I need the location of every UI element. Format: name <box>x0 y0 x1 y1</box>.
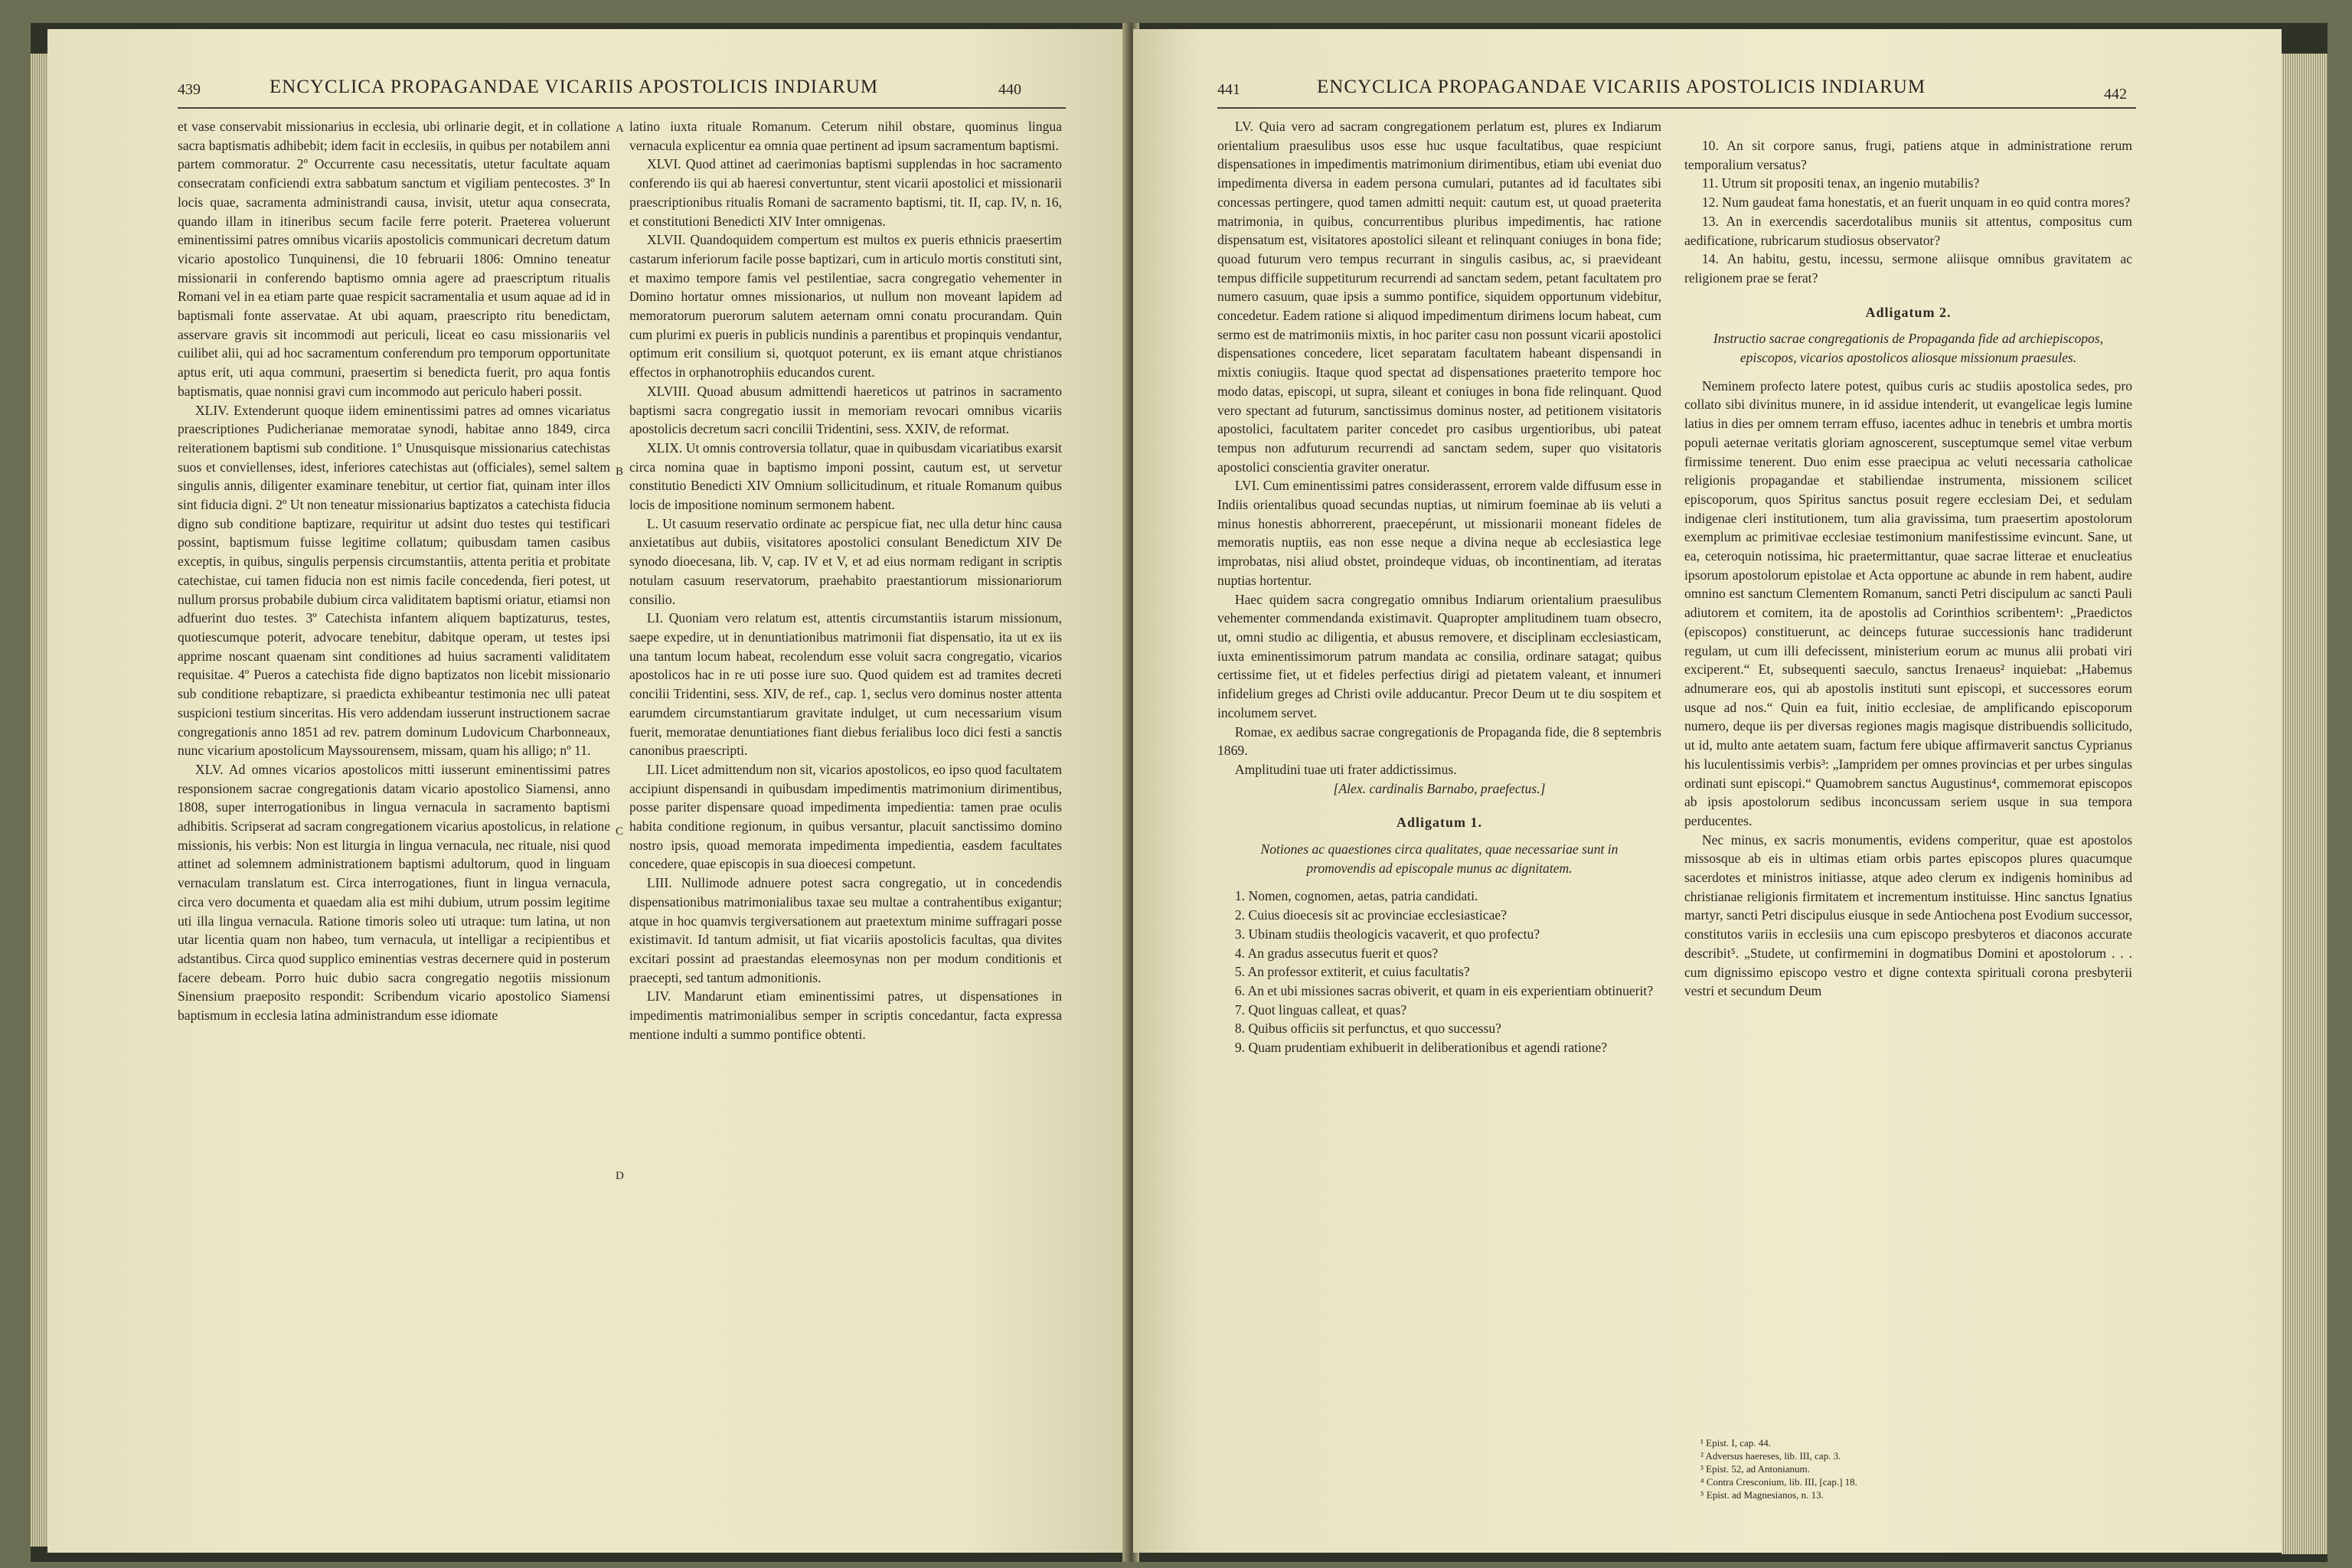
list-item: 10. An sit corpore sanus, frugi, patiens atque in administratione rerum temporalium versatus? <box>1684 138 2132 172</box>
list-item: 9. Quam prudentiam exhibuerit in deliberationibus et agendi ratione? <box>1234 1040 1607 1056</box>
footnote: ³ Epist. 52, ad Antonianum. <box>1700 1463 1810 1475</box>
paragraph: LV. Quia vero ad sacram congregationem perlatum est, plures ex Indiarum orientalium praesulibus usos esse huc usque facultatibus, quae respiciunt dispensationes in impedimentis matrimonium dirimentibus, etiam ubi eveniat duo impedimenta diversa in eadem persona cumulari, putantes ad id facultates sibi concessas pertingere, quod tamen admitti nequit: cautum est, ut quoad praeterita matrimonia, in quibus, concurrentibus pluribus impedimentis, hac ratione dispensatum est, visitatores apostolici sileant et relinquant coniuges in bona fide; quoad futurum vero tempus recurrant in singulis casibus, ac, si praevideant tempus difficile suppetiturum recurrendi ad sanctam sedem, petant facultatem pro numero casuum, quae ipsis a summo pontifice, siquidem opportunum videbitur, concedetur. Eadem ratione si aliquod impedimentum dirimens locum habeat, cum sermo est de matrimoniis mixtis, in hoc pariter casu non possunt vicarii apostolici dispensationes concedere, licet separatam facultatem habeant dispensandi in mixtis coniugiis. Itaque quod spectat ad dispensationes praeterito tempore hoc modo datas, episcopi, ut supra, sileant et coniuges in bona fide relinquant. Quod vero spectant ad futurum, sanctissimus dominus noster, ad petitionem visitatoris apostolici, facultatem pariter concedet pro casibus urgentioribus, ubi pateat tempus non adfuturum recurrendi ad sanctam sedem, super quo visitatoris apostolici conscientia graviter oneratur. <box>1217 119 1661 475</box>
list-item: 11. Utrum sit propositi tenax, an ingenio mutabilis? <box>1701 175 1980 191</box>
paragraph: XLVII. Quandoquidem compertum est multos ex pueris ethnicis praesertim castarum inferiorum facile posse baptizari, cum in articulo mortis constituti sint, et maximo tempore famis vel pestilentiae, sacra congregatio vehementer in Domino hortatur omnes missionarios, ut nullum non moveant lapidem ad memoratorum puerorum salutem aeternam omni conatu procurandam. Quin cum plurimi ex pueris in publicis nundinis a parentibus et propinquis vendantur, optimum erit consilium si, quotquot poterunt, ex iis emant atque christianos effectos in orphanotrophiis educandos curent. <box>629 232 1062 381</box>
paragraph: LII. Licet admittendum non sit, vicarios apostolicos, eo ipso quod facultatem accipiunt dispensandi in quibusdam impedimentis matrimonium dirimentibus, posse pariter dispensare quoad impedimenta impedientia: tamen prae oculis habita conditione regionum, in quibus versantur, placuit sanctissimo domino nostro ipsis, quoad memorata impedimenta impedientia, easdem facultates concedere, quae episcopis in sua dioecesi competunt. <box>629 761 1062 872</box>
list-item: 14. An habitu, gestu, incessu, sermone aliisque omnibus gravitatem ac religionem prae se ferat? <box>1684 251 2132 286</box>
page-number-439: 439 <box>178 81 201 98</box>
paragraph: XLVI. Quod attinet ad caerimonias baptismi supplendas in hoc sacramento conferendo iis qui ab haeresi convertuntur, stent vicarii apostolici et missionarii praescriptionibus ritualis Romani de sacramento baptismi, tit. II, cap. IV, n. 16, et constitutioni Benedicti XIV Inter omnigenas. <box>629 156 1062 229</box>
list-item: 2. Cuius dioecesis sit ac provinciae ecclesiasticae? <box>1234 907 1508 923</box>
footnote: ¹ Epist. I, cap. 44. <box>1700 1437 1771 1449</box>
margin-mark-c: C <box>616 825 624 838</box>
paragraph: LIV. Mandarunt etiam eminentissimi patres, ut dispensationes in impedimentis matrimonialibus semper in scriptis concedantur, facta expressa mentione indulti a summo pontifice obtenti. <box>629 988 1062 1042</box>
margin-mark-b: B <box>616 466 624 478</box>
paragraph: XLIV. Extenderunt quoque iidem eminentissimi patres ad omnes vicariatus praescriptiones Pudicherianae memoratae synodi, habitae anno 1849, circa reiterationem baptismi sub conditione. 1º Unusquisque missionarius catechistas suos et conviellenses, idest, inferiores catechistas aut (officiales), semel saltem singulis annis, diligenter examinare tenebitur, ut certior fiat, quinam inter illos sint fiducia digni. 2º Ut non teneatur missionarius baptizatos a catechista fiducia digno sub conditione baptizare, requiritur ut adsint duo testes qui testificari possint, baptismum fuisse legitime collatum; quibusdam tamen casibus exceptis, in quibus, singulis perpensis circumstantiis, attenta peritia et probitate catechistae, cui tamen fiducia non est nimis facile concedenda, fieri potest, ut nullum prorsus probabile dubium circa validitatem baptismi oriatur, etiamsi non adfuerint duo testes. 3º Catechista infantem aliquem baptizaturus, testes, quotiescumque poterit, advocare tenebitur, dabitque operam, ut testes ipsi apprime noscant quaenam sint conditiones ad huius sacramenti validitatem requisitae. 4º Pueros a catechista fide digno baptizatos non licebit missionario sub conditione rebaptizare, si praedicta exhibeantur testimonia nec ulli pateat suspicioni testium sinceritas. His vero addendam iusserunt instructionem sacrae congregationis anno 1851 ad rev. patrem dominum Ludovicum Charbonneaux, nunc vicarium apostolicum Mayssourensem, missam, quam his alligo; nº 11. <box>178 402 610 759</box>
paragraph: et vase conservabit missionarius in ecclesia, ubi orlinarie degit, et in collatione sacra baptismatis adhibebit; idem facit in ecclesiis, in quibus per notabilem anni partem commoratur. 2º Occurrente casu necessitatis, utetur facultate aquam consecratam conficiendi extra sabbatum sanctum et vigiliam pentecostes. 3º In locis quae, sacramenta administrandi causa, invisit, utetur aqua consecrata, quando illam in itineribus secum facile ferre poterit. Praeterea voluerunt eminentissimi patres omnibus vicariis apostolicis communicari decretum datum vicario apostolico Tunquinensi, die 10 februarii 1806: Omnino teneatur missionarii in conferendo baptismo omnia agere ad praescriptum ritualis Romani vel in ea etiam parte quae respicit sacramentalia et usum aquae ad id in baptismali fonte asservatae. At ubi aquam, praescripto ritu benedictam, asservare gravis sit incommodi aut periculi, liceat eo casu missionariis vel cuilibet alii, qui ad hoc sacramentum conferendum pro temporum opportunitate aptus erit, uti aqua communi, praesertim si benedicta fuerit, pro aqua fontis baptismatis, quae nonnisi gravi cum incommodo aut periculo haberi possit. <box>178 119 610 399</box>
header-rule <box>178 107 1066 109</box>
paragraph: LVI. Cum eminentissimi patres considerassent, errorem valde diffusum esse in Indiis orientalibus quoad secundas nuptias, ut nimirum foeminae ab iis veluti a minus honestis abhorrerent, praecepérunt, ut missionarii moneant fideles de memoratis nuptiis, eas non esse neque a divina neque ab ecclesiastica lege improbatas, nisi aliud obstet, proindeque viduas, ob incontinentiam, ad iteratas nuptias hortentur. <box>1217 478 1661 588</box>
margin-mark-a: A <box>616 122 624 135</box>
list-item: 3. Ubinam studiis theologicis vacaverit, et quo profectu? <box>1234 926 1540 942</box>
left-page <box>47 29 1127 1553</box>
paragraph: L. Ut casuum reservatio ordinate ac perspicue fiat, nec ulla detur hinc causa anxietatibus aut dubiis, visitatores apostolici consulant Benedictum XIV De synodo dioecesana, lib. V, cap. IV et V, et ad eius normam redigant in scriptis notulam casuum reservatorum, praehabito praestantiorum missionariorum consilio. <box>629 515 1062 607</box>
adligatum-2-title: Adligatum 2. <box>1865 304 1952 320</box>
paragraph: Neminem profecto latere potest, quibus curis ac studiis apostolica sedes, pro collato sibi divinitus munere, in id assidue intenderit, ut evangelicae legis lumine latius in dies per omnem terram effuso, iacentes adhuc in tenebris et umbra mortis populi aeternae veritatis gloriam agnoscerent, susceptumque semel vitae verbum firmissime tenerent. Duo enim esse praecipua ac veluti necessaria catholicae religionis propagandae et stabiliendae instrumenta, missionem scilicet episcoporum, quos Spiritus sanctus posuit regere ecclesiam Dei, et sedulam indigenae cleri institutionem, tum alia gravissima, tum praesertim apostolorum exemplum ac primitivae ecclesiae testimonium manifestissime evincunt. Sane, ut ea, ceteroquin notissima, hic praetermittantur, quae sacrae litterae et enucleatius ipsorum apostolorum epistolae et Acta opportune ac abunde in rem habent, audire omnino est sanctum Clementem Romanum, sancti Petri discipulum ac sancti Pauli adiutorem et comitem, ita de apostolis ad Corinthios scribentem¹: „Praedictos (episcopos) constituerunt, ac deinceps futurae successionis hanc tradiderunt regulam, ut cum illi defecissent, ministerium eorum ac munus alii probati viri exciperent.“ Et, subsequenti saeculo, sanctus Irenaeus² inquiebat: „Habemus adnumerare eos, qui ab apostolis instituti sunt episcopi, et successores eorum usque ad nos.“ Quin ea fuit, initio ecclesiae, de amplificando episcoporum numero, deque iis per diversas regiones magis magisque distribuendis sollicitudo, ut id, multo ante aetatem suam, factum fere ubique affirmaverit sanctus Cyprianus his luculentissimis verbis³: „Iampridem per omnes provincias et per urbes singulas ordinati sunt episcopi.“ Quamobrem sanctus Augustinus⁴, commemorat episcopos ab ipsis apostolorum sedibus inconcussam seriem usque in sua tempora perducentes. <box>1684 377 2132 828</box>
right-page <box>1133 29 2282 1553</box>
open-book <box>31 23 2328 1562</box>
footnote: ⁴ Contra Cresconium, lib. III, [cap.] 18. <box>1700 1476 1857 1488</box>
left-page-header: ENCYCLICA PROPAGANDAE VICARIIS APOSTOLICIS INDIARUM <box>270 77 879 97</box>
list-item: 4. An gradus assecutus fuerit et quos? <box>1234 945 1439 961</box>
page-number-441: 441 <box>1217 81 1240 98</box>
paragraph: LIII. Nullimode adnuere potest sacra congregatio, ut in concedendis dispensationibus matrimonialibus taxae seu multae a contrahentibus exigantur; atque in hoc quamvis tergiversationem aut praetextum minime suffragari posse existimavit. Id tantum admisit, ut fiat vicariis apostolicis facultas, qua divites excitari possint ad praestandas eleemosynas non per modum conditionis et praecepti, sed tantum admonitionis. <box>629 875 1062 985</box>
margin-mark-d: D <box>616 1170 624 1182</box>
paragraph: XLVIII. Quoad abusum admittendi haereticos ut patrinos in sacramento baptismi sacra congregatio iussit in memoriam revocari omnibus vicariis apostolicis decretum sacri concilii Tridentini, sess. XXIV, de reformat. <box>629 383 1062 437</box>
footnote: ² Adversus haereses, lib. III, cap. 3. <box>1700 1450 1841 1462</box>
list-item: 5. An professor extiterit, et cuius facultatis? <box>1234 964 1470 980</box>
paragraph: Nec minus, ex sacris monumentis, evidens comperitur, quae est apostolos missosque ab eis in ultimas etiam orbis partes episcopos plures quacumque sacerdotes et ministros initiasse, atque adeo clerum ex indigenis hominibus ad christianae religionis firmitatem et incrementum instituisse. Hinc sanctus Ignatius martyr, sancti Petri discipulus eiusque in sede Antiochena post Evodium successor, constitutos variis in ecclesiis una cum episcopo presbyteros et diaconos accurate describit⁵. „Studete, ut confirmemini in dogmatibus Domini et apostolorum . . . cum dignissimo episcopo vestro et digne contexta spirituali corona presbyterii vestri et secundum Deum <box>1684 831 2132 999</box>
page-number-442: 442 <box>2104 86 2127 103</box>
right-page-column-1 <box>1217 117 1661 1057</box>
page-number-440: 440 <box>998 81 1021 98</box>
paragraph: LI. Quoniam vero relatum est, attentis circumstantiis istarum missionum, saepe expedire, ut in denuntiationibus matrimonii fiat dispensatio, ita ut ex iis una tantum locum habeat, recolendum esse voluit sacra congregatio, vicarios apostolicos hac in re uti posse iure suo. Quod quidem est ad tramites decreti concilii Tridentini, sess. XIV, de ref., cap. 1, seclus vero dominus noster attenta earumdem circumstantiarum gravitate indulget, ut cum necessarium visum fuerit, memoratae denuntiationes fiant diebus ferialibus loco dici festi a sanctis canonibus praescripti. <box>629 610 1062 759</box>
list-item: 6. An et ubi missiones sacras obiverit, et quam in eis experientiam obtinuerit? <box>1234 982 1654 998</box>
list-item: 1. Nomen, cognomen, aetas, patria candidati. <box>1234 888 1478 904</box>
page-edges-right <box>2282 54 2328 1554</box>
left-page-column-1 <box>178 117 610 1025</box>
footnote: ⁵ Epist. ad Magnesianos, n. 13. <box>1700 1489 1824 1501</box>
paragraph: Amplitudini tuae uti frater addictissimus. <box>1234 761 1457 777</box>
paragraph: XLIX. Ut omnis controversia tollatur, quae in quibusdam vicariatibus exarsit circa nomina quae in baptismo imponi possint, cautum est, ut servetur constitutio Benedicti XIV Omnium sollicitudinum, et rituale Romanum quibus locis de impositione nominum sermonem habent. <box>629 439 1062 513</box>
adligatum-1-title: Adligatum 1. <box>1396 815 1482 831</box>
page-edges-left <box>31 54 47 1547</box>
paragraph: Haec quidem sacra congregatio omnibus Indiarum orientalium praesulibus vehementer commendanda existimavit. Quapropter amplitudinem tuam obsecro, ut, omni studio ac diligentia, et abusus removere, et disciplinam ecclesiasticam, iuxta eminentissimorum patrum mandata ac consilia, ordinare satagat; quibus certissime fiet, ut et fideles perfectius dirigi ad pietatem valeant, et innumeri infidelium greges ad Christi ovile adducantur. Precor Deum ut te diu sospitem et incolumem servet. <box>1217 591 1661 720</box>
list-item: 8. Quibus officiis sit perfunctus, et quo successu? <box>1234 1021 1501 1037</box>
list-item: 7. Quot linguas calleat, et quas? <box>1234 1001 1407 1018</box>
right-page-column-2 <box>1684 136 2132 1001</box>
footnotes <box>1696 1436 2125 1501</box>
signature: [Alex. cardinalis Barnabo, praefectus.] <box>1333 780 1546 796</box>
paragraph: XLV. Ad omnes vicarios apostolicos mitti iusserunt eminentissimi patres responsionem sacrae congregationis datam vicario apostolico Siamensi, anno 1808, super interrogationibus in lingua vernacula in sacramento baptismi adhibitis. Scripserat ad sacram congregationem vicarius apostolicus, in relatione missionis, his verbis: Non est liturgia in lingua vernacula, nec rituale, nisi quod attinet ad solemnem administrationem baptismi adultorum, quod in linguam vernaculam translatum est. Circa interrogationes, fiunt in lingua vernacula, circa vero documenta et quaedam alia est mihi dubium, utrum possim legitime uti illa lingua vernacula. Ratione timoris soleo uti utraque: tum latina, ut non utar licentia quam non habeo, tum vernacula, ut intelligar a recipientibus et adstantibus. Circa quod supplico eminentias vestras decernere quid in posterum facere debeam. Porro huic dubio sacra congregatio negotiis missionum Sinensium praeposito respondit: Scribendum vicario apostolico Siamensi baptismum in ecclesia latina administrandum esse idiomate <box>178 761 610 1024</box>
header-rule <box>1217 107 2136 109</box>
list-item: 12. Num gaudeat fama honestatis, et an fuerit unquam in eo quid contra mores? <box>1701 194 2131 211</box>
left-page-column-2 <box>629 117 1062 1044</box>
paragraph: Romae, ex aedibus sacrae congregationis de Propaganda fide, die 8 septembris 1869. <box>1217 724 1661 759</box>
paragraph: latino iuxta rituale Romanum. Ceterum nihil obstare, quominus lingua vernacula explicentur ea omnia quae pertinent ad ipsum sacramentum baptismi. <box>629 119 1062 153</box>
right-page-header: ENCYCLICA PROPAGANDAE VICARIIS APOSTOLICIS INDIARUM <box>1317 77 1926 97</box>
adligatum-2-subtitle: Instructio sacrae congregationis de Propaganda fide ad archiepiscopos, episcopos, vicarios apostolicos aliosque missionum praesules. <box>1713 331 2104 366</box>
list-item: 13. An in exercendis sacerdotalibus muniis sit attentus, compositus cum aedificatione, rubricarum studiosus observator? <box>1684 213 2132 248</box>
adligatum-1-subtitle: Notiones ac quaestiones circa qualitates, quae necessariae sunt in promovendis ad episcopale munus ac dignitatem. <box>1260 841 1619 876</box>
